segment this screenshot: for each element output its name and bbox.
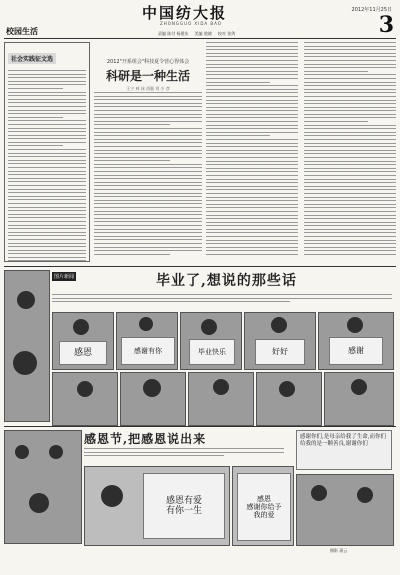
thanksgiving-photo-left	[4, 430, 82, 544]
newspaper-pinyin: ZHONGGUO XIDA BAO	[160, 21, 222, 26]
thanksgiving-sign-main	[143, 473, 225, 539]
editor-credit: 责编 陈付 杨建东	[158, 31, 189, 36]
feature-headline: 毕业了,想说的那些话	[156, 273, 297, 289]
sign-right-line-2: 感谢你给予	[246, 502, 282, 511]
lower-rule	[4, 426, 396, 427]
grad-photo-2	[116, 312, 178, 370]
right-article-text	[206, 42, 396, 264]
center-article-text	[94, 92, 202, 264]
feature-header	[52, 270, 392, 294]
grad-photo-7	[120, 372, 186, 426]
thanksgiving-sign-right	[237, 473, 291, 541]
grad-photo-5	[318, 312, 394, 370]
section-title: 校园生活	[6, 27, 38, 36]
grad-photo-8	[188, 372, 254, 426]
photo-tall-left	[4, 270, 50, 422]
section-rule	[4, 266, 396, 267]
feature-tag: 图片新闻	[54, 274, 75, 280]
masthead	[0, 0, 400, 38]
grad-sign-3: 毕业快乐	[189, 339, 235, 365]
designer-credit: 美编 敖晓	[194, 31, 212, 36]
essay-column-title: 社会实践征文选	[8, 53, 56, 64]
essay-column	[4, 42, 90, 262]
grad-photo-1	[52, 312, 114, 370]
article-headline: 科研是一种生活	[105, 69, 190, 83]
grad-sign-2: 感谢有你	[121, 337, 175, 365]
thanksgiving-photo-right	[296, 474, 394, 546]
sign-right-line-3: 我的爱	[253, 511, 275, 520]
article-byline: 王宁 林 冰 西服 刘 少 彦	[126, 86, 170, 91]
grad-sign-4: 好好	[255, 339, 305, 365]
sign-main-line-1: 感恩有爱	[165, 495, 202, 506]
masthead-rule	[4, 38, 396, 39]
sign-main-line-2: 有你一生	[165, 506, 202, 516]
feature-caption	[52, 294, 392, 308]
proofreader-credit: 校对 张剑	[217, 31, 236, 36]
thanksgiving-slogan-board	[296, 430, 392, 470]
grad-photo-3	[180, 312, 242, 370]
thanksgiving-slogan: 感谢你们,是母亲给我了生命,而你们给我的是一颗善良,谢谢你们	[300, 434, 386, 448]
grad-photo-4	[244, 312, 316, 370]
grad-photo-9	[256, 372, 322, 426]
thanksgiving-intro	[84, 448, 284, 460]
editor-credits	[158, 31, 235, 37]
thanksgiving-headline: 感恩节,把感恩说出来	[84, 432, 207, 446]
essay-text	[8, 70, 86, 262]
sign-right-line-1: 感恩	[257, 494, 271, 503]
grad-sign-5: 感谢	[329, 337, 383, 365]
page-number: 3	[378, 12, 394, 38]
newspaper-title: 中国纺大报	[142, 4, 228, 22]
grad-photo-6	[52, 372, 118, 426]
center-article-header	[94, 58, 202, 92]
grad-sign-1: 感恩	[59, 341, 107, 365]
thanksgiving-photo-center	[84, 466, 230, 546]
thanksgiving-photo-sign	[232, 466, 294, 546]
photo-credit: 摄影 蒲云	[330, 548, 348, 553]
article-supertitle: 2012"开系组会"科技夏令营心得体会	[106, 59, 190, 65]
grad-photo-10	[324, 372, 394, 426]
issue-date: 2012年11月25日	[351, 7, 392, 13]
